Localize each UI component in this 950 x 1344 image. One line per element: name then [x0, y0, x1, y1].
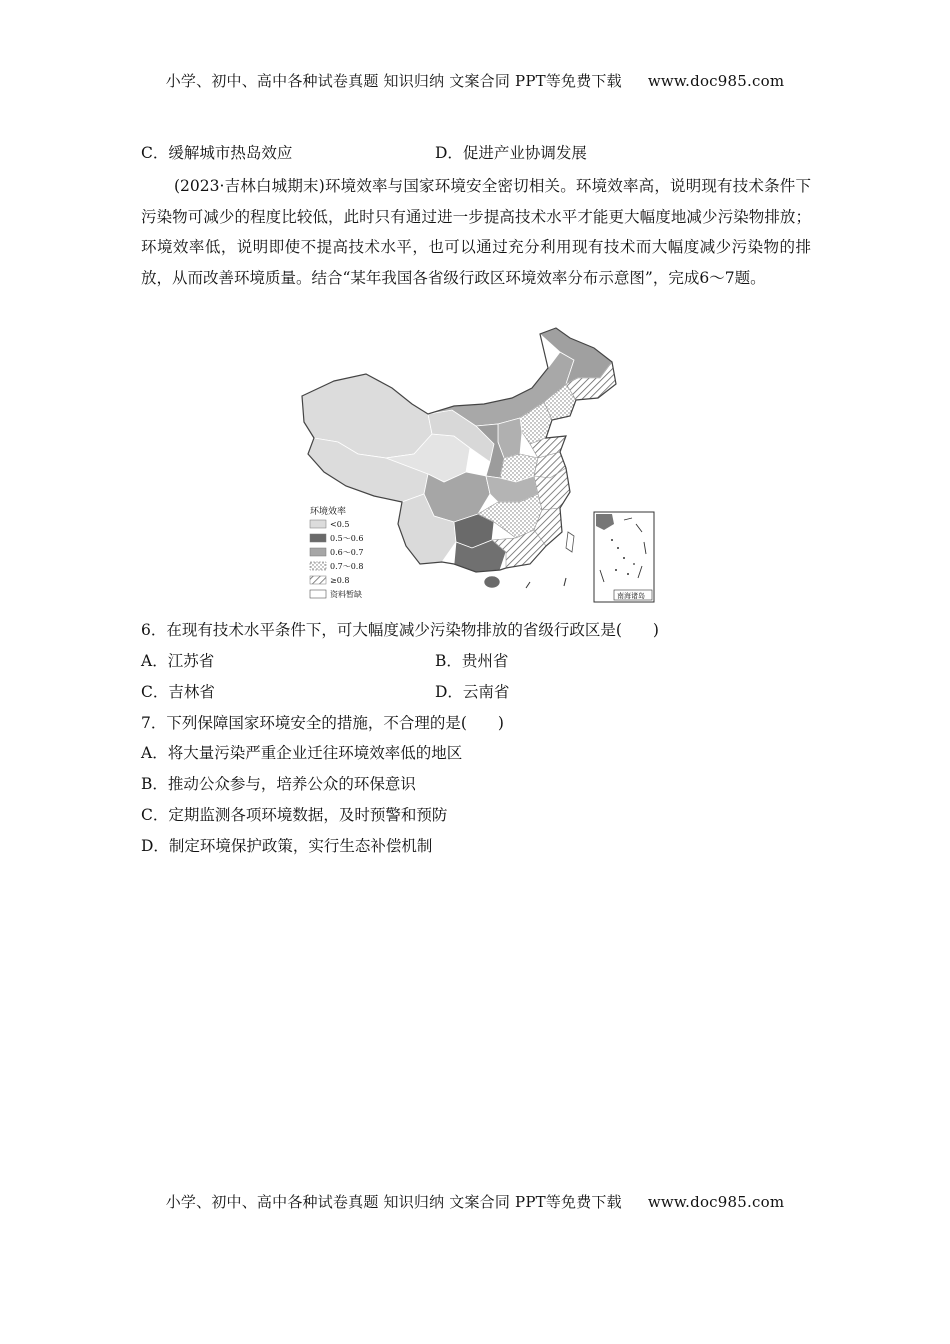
intro-paragraph: (2023·吉林白城期末)环境效率与国家环境安全密切相关。环境效率高，说明现有技术条件下污染物可减少的程度比较低，此时只有通过进一步提高技术水平才能更大幅度地减少污染物排放；环境效率低，说明即使不提高技术水平，也可以通过充分利用现有技术而大幅度减少污染物的排放，从而改善环境质量。结合“某年我国各省级行政区环境效率分布示意图”，完成6～7题。 [141, 177, 811, 287]
q7-option-d: D．制定环境保护政策，实行生态补偿机制 [141, 837, 433, 855]
q7-option-b: B．推动公众参与，培养公众的环保意识 [141, 775, 416, 793]
header-text: 小学、初中、高中各种试卷真题 知识归纳 文案合同 PPT等免费下载 [165, 72, 622, 90]
header-site-link[interactable]: www.doc985.com [647, 72, 785, 90]
q6-option-c: C．吉林省 [141, 683, 215, 701]
q6-option-a: A．江苏省 [141, 652, 215, 670]
q7-stem: 7．下列保障国家环境安全的措施，不合理的是( ) [141, 714, 504, 732]
q6-stem: 6．在现有技术水平条件下，可大幅度减少污染物排放的省级行政区是( ) [141, 621, 659, 639]
legend-item-4: 0.7～0.8 [330, 562, 364, 571]
map-region-taiwan [566, 532, 574, 552]
inset-label: 南海诸岛 [617, 592, 645, 600]
south-china-sea-inset [594, 512, 654, 602]
page-footer [0, 1191, 950, 1212]
q7-option-a: A．将大量污染严重企业迁往环境效率低的地区 [141, 744, 463, 762]
map-legend [310, 505, 363, 599]
legend-item-6: 资料暂缺 [330, 590, 362, 599]
q7-option-c: C．定期监测各项环境数据，及时预警和预防 [141, 806, 448, 824]
china-environment-efficiency-map [294, 326, 658, 604]
footer-text: 小学、初中、高中各种试卷真题 知识归纳 文案合同 PPT等免费下载 [165, 1193, 622, 1211]
legend-item-2: 0.5～0.6 [330, 534, 364, 543]
q6-option-b: B．贵州省 [435, 652, 509, 670]
legend-item-3: 0.6～0.7 [330, 548, 364, 557]
footer-site-link[interactable]: www.doc985.com [647, 1193, 785, 1211]
prev-option-c: C．缓解城市热岛效应 [141, 144, 293, 162]
legend-item-1: <0.5 [330, 520, 350, 529]
page-header [0, 70, 950, 91]
map-region-hainan [484, 576, 500, 588]
legend-title: 环境效率 [310, 507, 347, 517]
prev-option-d: D．促进产业协调发展 [435, 144, 587, 162]
q6-option-d: D．云南省 [435, 683, 510, 701]
legend-item-5: ≥0.8 [330, 576, 350, 585]
